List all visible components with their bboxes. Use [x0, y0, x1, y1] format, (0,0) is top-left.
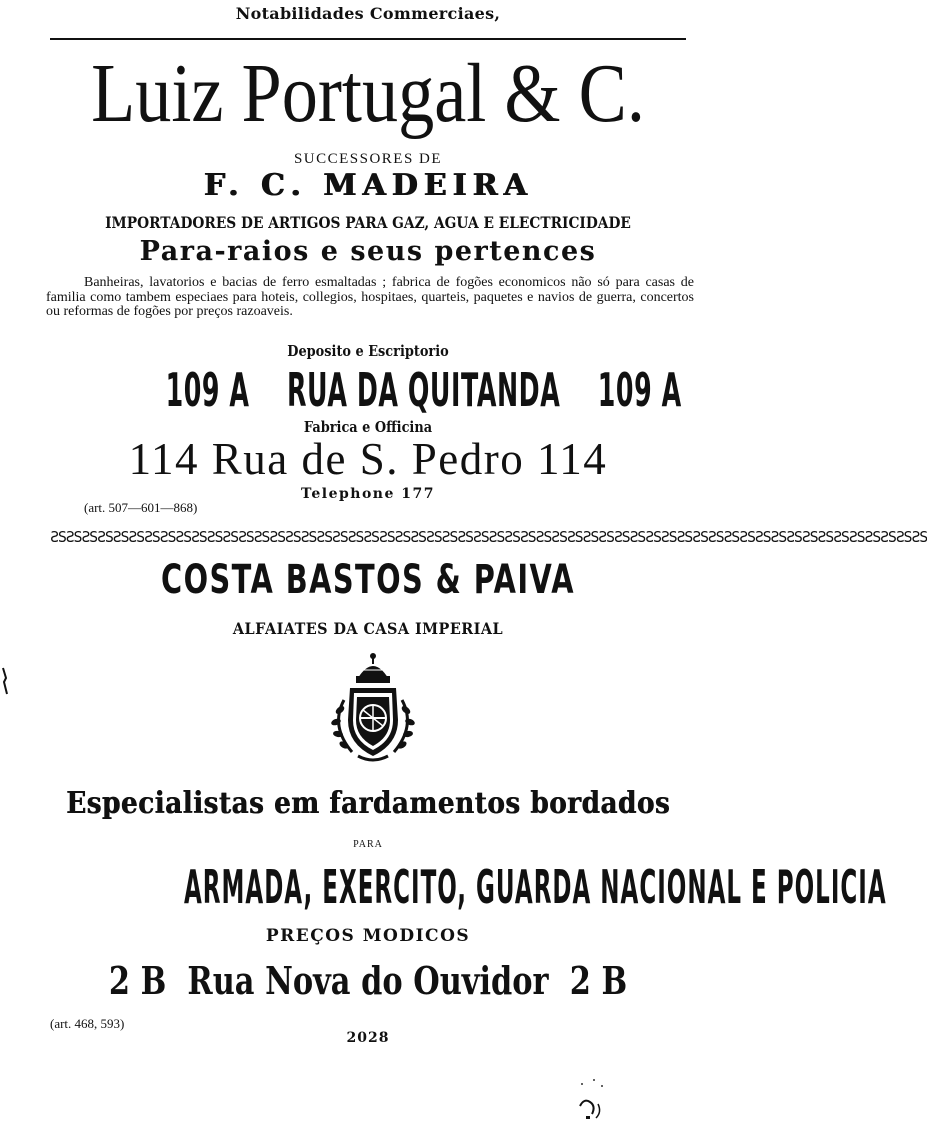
section-header: Notabilidades Commerciaes,: [235, 4, 501, 23]
factory-label: Fabrica e Officina: [303, 418, 433, 436]
factory-address: 114 Rua de S. Pedro 114: [128, 434, 608, 484]
imperial-tailors-title: ALFAIATES DA CASA IMPERIAL: [232, 619, 504, 638]
telephone-number: Telephone 177: [301, 486, 435, 502]
specialty-line: Especialistas em fardamentos bordados: [65, 786, 671, 821]
page-number: 2028: [346, 1030, 390, 1046]
successors-label: SUCCESSORES DE: [293, 151, 443, 167]
armed-forces-line: ARMADA, EXERCITO, GUARDA NACIONAL E POLICIA: [184, 860, 887, 914]
margin-mark-icon: [2, 668, 8, 694]
lightning-rods-line: Para-raios e seus pertences: [139, 236, 597, 267]
article-reference-1: (art. 507—601—868): [84, 500, 198, 515]
business-line: IMPORTADORES DE ARTIGOS PARA GAZ, AGUA E ELECTRICIDADE: [105, 213, 631, 232]
para-label: PARA: [353, 839, 383, 850]
prices-line: PREÇOS MODICOS: [265, 926, 471, 946]
article-reference-2: (art. 468, 593): [50, 1016, 125, 1031]
ink-smudge-icon: [572, 1076, 612, 1122]
firm-name-luiz-portugal: Luiz Portugal & C.: [91, 47, 645, 140]
deposit-label: Deposito e Escriptorio: [287, 342, 449, 360]
firm-name-costa-bastos: COSTA BASTOS & PAIVA: [160, 557, 575, 603]
previous-firm-name: F. C. MADEIRA: [203, 168, 533, 203]
header-rule: [50, 38, 686, 40]
tailor-address: 2 B Rua Nova do Ouvidor 2 B: [108, 958, 628, 1003]
imperial-crest-icon: [318, 648, 428, 768]
ornamental-divider: ƧSƧSƧSƧSƧSƧSƧSƧSƧSƧSƧSƧSƧSƧSƧSƧSƧSƧSƧSƧSƧSƧSƧSƧSƧSƧSƧSƧSƧSƧSƧSƧSƧSƧSƧSƧSƧSƧSƧSƧSƧSƧSƧSƧSƧSƧSƧSƧSƧSƧSƧSƧSƧSƧSƧSƧS: [50, 528, 927, 546]
product-description: Banheiras, lavatorios e bacias de ferro esmaltadas ; fabrica de fogões economicos não só para casas de familia como tambem especiaes para hoteis, collegios, hospitaes, quarteis, paquetes e navios de guerra, concertos ou reformas de fogões por preços razoaveis.: [46, 275, 694, 319]
deposit-address: 109 A RUA DA QUITANDA 109 A: [165, 363, 682, 417]
